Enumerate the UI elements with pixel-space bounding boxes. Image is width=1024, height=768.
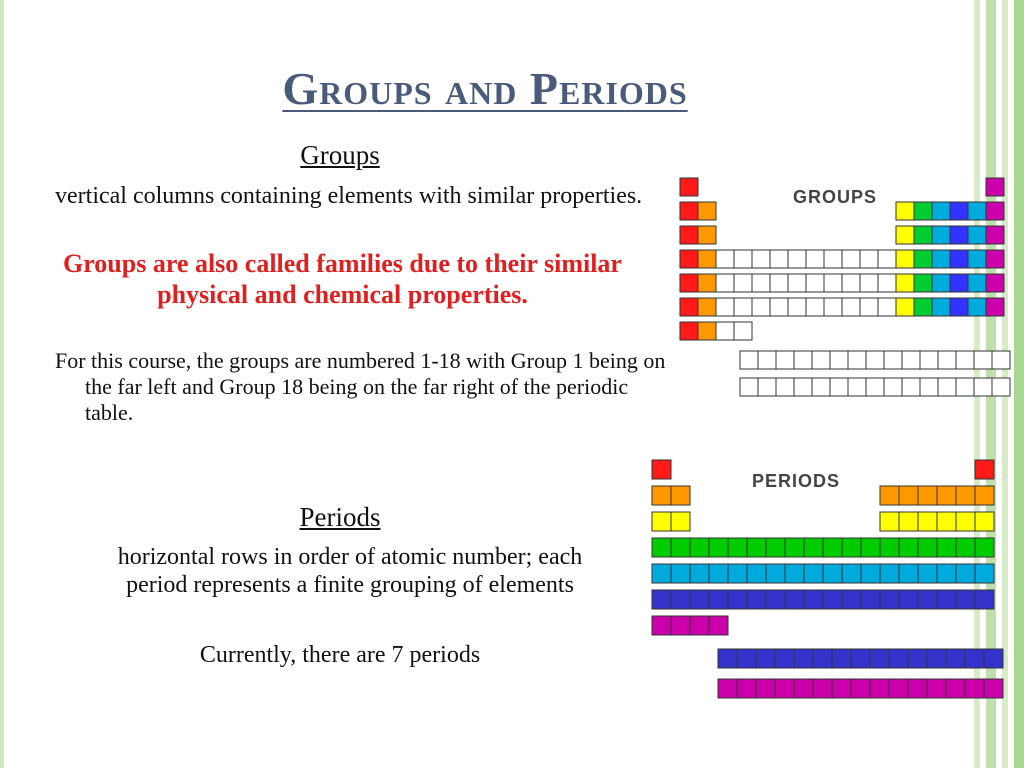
groups-table-cell <box>680 178 698 196</box>
periods-table-cell <box>766 590 785 609</box>
periods-definition: horizontal rows in order of atomic number; each period represents a finite grouping of elements <box>117 544 583 598</box>
periods-f-block-cell <box>794 649 813 668</box>
periods-table-cell <box>766 538 785 557</box>
groups-f-block-cell <box>884 378 902 396</box>
periods-table-cell <box>918 564 937 583</box>
groups-table-cell <box>806 298 824 316</box>
periods-table-cell <box>937 590 956 609</box>
groups-table-cell <box>734 274 752 292</box>
periods-table-cell <box>880 590 899 609</box>
groups-f-block-cell <box>794 351 812 369</box>
groups-table-cell <box>950 298 968 316</box>
periods-table-cell <box>652 564 671 583</box>
groups-families-note: Groups are also called families due to their similar physical and chemical properties. <box>63 249 622 309</box>
groups-f-block-cell <box>992 351 1010 369</box>
periods-f-block-cell <box>927 679 946 698</box>
periods-f-block-cell <box>832 679 851 698</box>
periods-table-cell <box>671 564 690 583</box>
periods-table-cell <box>709 564 728 583</box>
periods-table-cell <box>918 486 937 505</box>
groups-f-block-cell <box>866 351 884 369</box>
periods-table-cell <box>861 564 880 583</box>
groups-table-cell <box>860 298 878 316</box>
groups-table-cell <box>680 322 698 340</box>
groups-table-cell <box>788 274 806 292</box>
periods-table-cell <box>918 512 937 531</box>
groups-table-cell <box>824 250 842 268</box>
periods-f-block-cell <box>737 679 756 698</box>
groups-table-cell <box>896 250 914 268</box>
periods-table-cell <box>975 538 994 557</box>
groups-table-cell <box>896 226 914 244</box>
periods-table-cell <box>747 538 766 557</box>
periods-periodic-table-diagram <box>648 457 1008 707</box>
groups-f-block-cell <box>812 378 830 396</box>
periods-table-cell <box>690 564 709 583</box>
periods-table-cell <box>937 512 956 531</box>
groups-table-cell <box>878 298 896 316</box>
periods-table-cell <box>785 564 804 583</box>
periods-f-block-cell <box>851 679 870 698</box>
groups-f-block-cell <box>848 378 866 396</box>
groups-table-cell <box>698 250 716 268</box>
periods-table-cell <box>690 538 709 557</box>
slide-title: Groups and Periods <box>282 63 688 114</box>
groups-f-block-cell <box>866 378 884 396</box>
periods-table-cell <box>842 538 861 557</box>
periods-table-cell <box>709 538 728 557</box>
groups-heading: Groups <box>300 140 380 170</box>
periods-table-cell <box>823 564 842 583</box>
groups-table-cell <box>896 202 914 220</box>
groups-table-cell <box>698 298 716 316</box>
groups-f-block-cell <box>974 378 992 396</box>
groups-f-block-cell <box>830 378 848 396</box>
periods-table-cell <box>975 460 994 479</box>
periods-table-cell <box>880 512 899 531</box>
periods-f-block-cell <box>946 679 965 698</box>
groups-f-block-cell <box>740 378 758 396</box>
groups-table-cell <box>932 274 950 292</box>
groups-table-cell <box>716 322 734 340</box>
periods-table-cell <box>899 512 918 531</box>
groups-table-cell <box>842 298 860 316</box>
periods-f-block-cell <box>927 649 946 668</box>
periods-table-cell <box>804 564 823 583</box>
periods-f-block-cell <box>984 649 1003 668</box>
groups-table-cell <box>986 202 1004 220</box>
groups-course-note: For this course, the groups are numbered 1-18 with Group 1 being on the far left and Group 18 being on the far right of the periodic table. <box>55 348 666 425</box>
groups-f-block-cell <box>938 378 956 396</box>
groups-table-cell <box>752 274 770 292</box>
groups-table-cell <box>734 322 752 340</box>
groups-table-cell <box>824 274 842 292</box>
groups-table-cell <box>698 226 716 244</box>
periods-f-block-cell <box>889 649 908 668</box>
periods-f-block-cell <box>908 679 927 698</box>
groups-f-block-cell <box>956 351 974 369</box>
periods-f-block-cell <box>775 649 794 668</box>
periods-heading: Periods <box>299 502 381 532</box>
periods-table-cell <box>766 564 785 583</box>
periods-table-cell <box>728 564 747 583</box>
groups-table-cell <box>968 202 986 220</box>
periods-f-block-cell <box>718 679 737 698</box>
groups-table-cell <box>968 226 986 244</box>
groups-table-cell <box>680 250 698 268</box>
periods-table-cell <box>728 590 747 609</box>
periods-table-cell <box>956 512 975 531</box>
periods-f-block-cell <box>794 679 813 698</box>
periods-table-cell <box>880 538 899 557</box>
periods-table-cell <box>956 486 975 505</box>
groups-table-cell <box>860 250 878 268</box>
periods-f-block-cell <box>984 679 1003 698</box>
periods-table-cell <box>918 538 937 557</box>
groups-table-cell <box>788 250 806 268</box>
groups-f-block-cell <box>740 351 758 369</box>
groups-table-cell <box>950 202 968 220</box>
groups-f-block-cell <box>902 378 920 396</box>
periods-table-cell <box>823 538 842 557</box>
periods-table-cell <box>652 460 671 479</box>
periods-f-block-cell <box>756 649 775 668</box>
groups-table-cell <box>878 250 896 268</box>
periods-table-cell <box>899 486 918 505</box>
groups-table-cell <box>986 178 1004 196</box>
periods-table-cell <box>823 590 842 609</box>
groups-f-block-cell <box>758 351 776 369</box>
periods-f-block-cell <box>737 649 756 668</box>
periods-table-cell <box>785 538 804 557</box>
groups-f-block-cell <box>938 351 956 369</box>
groups-definition: vertical columns containing elements with similar properties. <box>55 183 643 209</box>
groups-f-block-cell <box>902 351 920 369</box>
groups-table-cell <box>752 250 770 268</box>
left-accent-stripe <box>0 0 4 768</box>
groups-table-cell <box>680 274 698 292</box>
groups-table-cell <box>986 250 1004 268</box>
groups-table-cell <box>716 274 734 292</box>
periods-table-cell <box>937 486 956 505</box>
groups-f-block-cell <box>758 378 776 396</box>
periods-table-cell <box>804 590 823 609</box>
periods-table-cell <box>861 538 880 557</box>
periods-table-cell <box>652 616 671 635</box>
groups-table-cell <box>932 250 950 268</box>
groups-f-block-cell <box>920 351 938 369</box>
periods-table-cell <box>690 616 709 635</box>
periods-f-block-cell <box>756 679 775 698</box>
periods-table-cell <box>785 590 804 609</box>
periods-table-cell <box>918 590 937 609</box>
groups-table-cell <box>680 202 698 220</box>
groups-table-cell <box>806 274 824 292</box>
groups-table-cell <box>806 250 824 268</box>
periods-diagram-label: PERIODS <box>752 471 841 491</box>
periods-table-cell <box>671 538 690 557</box>
periods-f-block-cell <box>832 649 851 668</box>
periods-table-cell <box>899 538 918 557</box>
periods-table-cell <box>956 538 975 557</box>
periods-table-cell <box>975 564 994 583</box>
groups-table-cell <box>950 226 968 244</box>
periods-table-cell <box>880 486 899 505</box>
periods-table-cell <box>652 512 671 531</box>
periods-table-cell <box>956 590 975 609</box>
groups-table-cell <box>914 202 932 220</box>
groups-table-cell <box>698 274 716 292</box>
groups-table-cell <box>734 250 752 268</box>
periods-f-block-cell <box>965 679 984 698</box>
groups-table-cell <box>950 250 968 268</box>
periods-table-cell <box>671 590 690 609</box>
groups-f-block-cell <box>776 351 794 369</box>
groups-table-cell <box>986 298 1004 316</box>
periods-table-cell <box>747 590 766 609</box>
groups-table-cell <box>680 226 698 244</box>
periods-table-cell <box>937 538 956 557</box>
periods-table-cell <box>804 538 823 557</box>
periods-table-cell <box>671 512 690 531</box>
groups-f-block-cell <box>776 378 794 396</box>
periods-f-block-cell <box>851 649 870 668</box>
groups-table-cell <box>968 298 986 316</box>
periods-table-cell <box>747 564 766 583</box>
periods-table-cell <box>975 486 994 505</box>
groups-table-cell <box>914 298 932 316</box>
periods-f-block-cell <box>908 649 927 668</box>
groups-table-cell <box>716 250 734 268</box>
groups-table-cell <box>950 274 968 292</box>
periods-table-cell <box>975 590 994 609</box>
groups-f-block-cell <box>974 351 992 369</box>
periods-f-block-cell <box>813 679 832 698</box>
groups-table-cell <box>968 250 986 268</box>
periods-table-cell <box>671 486 690 505</box>
groups-table-cell <box>986 274 1004 292</box>
periods-table-cell <box>671 616 690 635</box>
periods-f-block-cell <box>870 679 889 698</box>
groups-f-block-cell <box>956 378 974 396</box>
periods-table-cell <box>728 538 747 557</box>
groups-table-cell <box>896 298 914 316</box>
groups-table-cell <box>914 250 932 268</box>
groups-table-cell <box>698 322 716 340</box>
periods-f-block-cell <box>718 649 737 668</box>
groups-table-cell <box>932 226 950 244</box>
groups-periodic-table-diagram <box>675 175 1015 405</box>
groups-f-block-cell <box>848 351 866 369</box>
periods-table-cell <box>652 538 671 557</box>
groups-f-block-cell <box>884 351 902 369</box>
groups-table-cell <box>878 274 896 292</box>
groups-table-cell <box>698 202 716 220</box>
groups-table-cell <box>914 226 932 244</box>
periods-table-cell <box>861 590 880 609</box>
periods-table-cell <box>652 590 671 609</box>
groups-table-cell <box>986 226 1004 244</box>
groups-f-block-cell <box>812 351 830 369</box>
groups-table-cell <box>842 274 860 292</box>
groups-table-cell <box>968 274 986 292</box>
groups-table-cell <box>932 298 950 316</box>
periods-table-cell <box>690 590 709 609</box>
periods-count-note: Currently, there are 7 periods <box>199 642 481 668</box>
groups-table-cell <box>896 274 914 292</box>
groups-table-cell <box>770 298 788 316</box>
groups-table-cell <box>770 274 788 292</box>
periods-table-cell <box>880 564 899 583</box>
periods-table-cell <box>709 616 728 635</box>
groups-table-cell <box>770 250 788 268</box>
groups-f-block-cell <box>830 351 848 369</box>
groups-f-block-cell <box>794 378 812 396</box>
periods-table-cell <box>842 564 861 583</box>
periods-f-block-cell <box>813 649 832 668</box>
groups-table-cell <box>716 298 734 316</box>
periods-f-block-cell <box>889 679 908 698</box>
periods-table-cell <box>842 590 861 609</box>
periods-table-cell <box>652 486 671 505</box>
groups-table-cell <box>914 274 932 292</box>
periods-table-cell <box>709 590 728 609</box>
groups-table-cell <box>932 202 950 220</box>
groups-table-cell <box>824 298 842 316</box>
periods-f-block-cell <box>965 649 984 668</box>
periods-table-cell <box>899 564 918 583</box>
groups-table-cell <box>752 298 770 316</box>
groups-table-cell <box>680 298 698 316</box>
groups-f-block-cell <box>920 378 938 396</box>
periods-table-cell <box>899 590 918 609</box>
groups-table-cell <box>788 298 806 316</box>
periods-table-cell <box>975 512 994 531</box>
periods-f-block-cell <box>946 649 965 668</box>
groups-table-cell <box>842 250 860 268</box>
periods-table-cell <box>956 564 975 583</box>
groups-diagram-label: GROUPS <box>793 187 878 207</box>
groups-table-cell <box>734 298 752 316</box>
periods-f-block-cell <box>870 649 889 668</box>
periods-f-block-cell <box>775 679 794 698</box>
periods-table-cell <box>937 564 956 583</box>
groups-table-cell <box>860 274 878 292</box>
groups-f-block-cell <box>992 378 1010 396</box>
